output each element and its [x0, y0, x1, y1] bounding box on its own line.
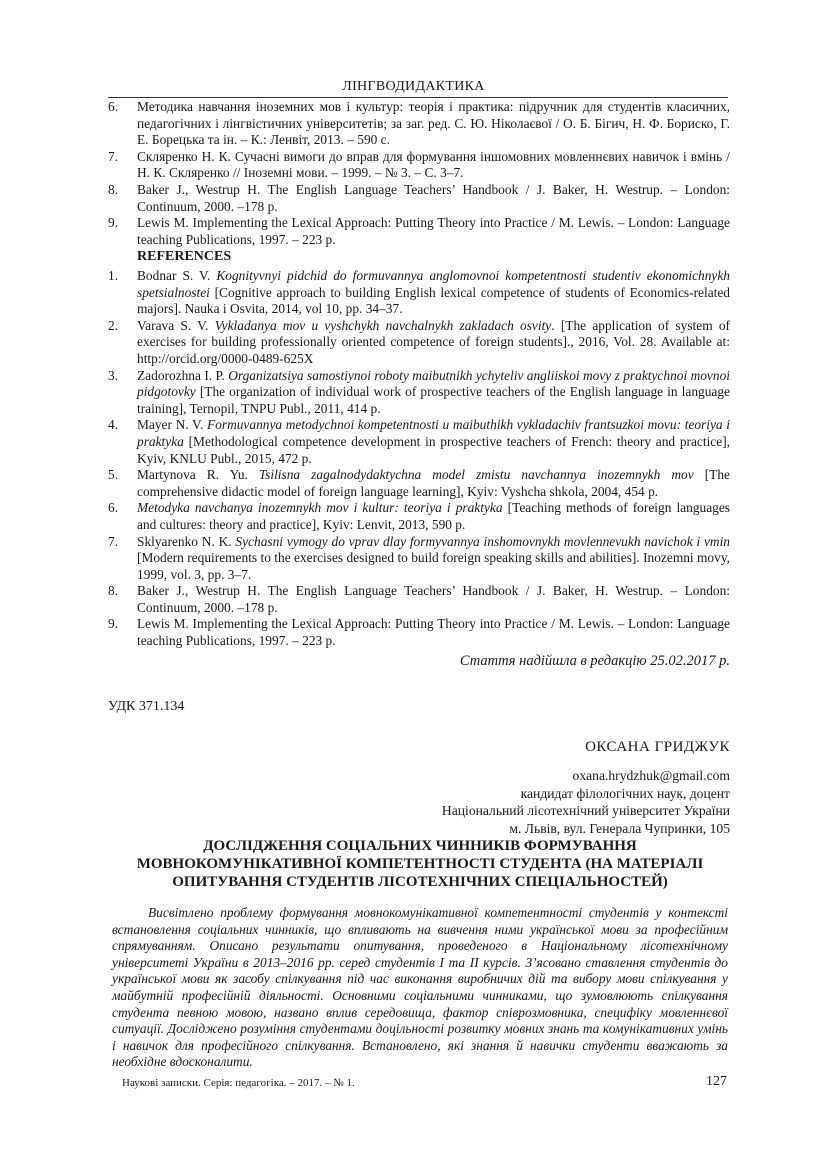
literature-item: [108, 215, 730, 248]
reference-item: [108, 368, 730, 418]
author-name: ОКСАНА ГРИДЖУК: [585, 739, 730, 755]
item-number: 6.: [108, 500, 119, 516]
references-heading: REFERENCES: [137, 249, 232, 264]
ref-author: Zadorozhna I. P.: [137, 367, 229, 383]
ref-title: Organizatsiya samostiynoi roboty maibutnikh ychyteliv angliiskoi movy z praktychnoi movnoi pidgotovky: [137, 367, 730, 400]
literature-item: [108, 149, 730, 182]
item-number: 1.: [108, 268, 119, 283]
ref-title: Kognityvnyi pidchid do formuvannya anglomovnoi kompetentnosti studentiv ekonomichnykh spetsialnostei: [137, 268, 730, 300]
author-email: oxana.hrydzhuk@gmail.com: [572, 768, 730, 783]
ref-details: [Modern requirements to the exercises designed to build foreign speaking skills and abilities]. Inozemni movy, 1999, vol. 3, pp. 3–7.: [137, 550, 730, 582]
ref-author: Baker J., Westrup H. The English Language Teachers’ Handbook / J. Baker, H. Westrup. – London: Continuum, 2000. –178 p.: [137, 583, 730, 615]
item-number: 7.: [108, 148, 119, 164]
reference-item: [108, 583, 730, 616]
author-address: м. Львів, вул. Генерала Чупринки, 105: [509, 821, 730, 837]
author-affiliation: [442, 767, 730, 838]
ref-author: Martynova R. Yu.: [137, 467, 259, 483]
literature-item: [108, 99, 730, 149]
ref-title: Vykladanya mov u vyshchykh navchalnykh zakladach osvity: [214, 317, 552, 333]
reference-item: [108, 500, 730, 533]
reference-item: [108, 318, 730, 368]
ref-author: Lewis M. Implementing the Lexical Approach: Putting Theory into Practice / M. Lewis. – London: Language teaching Publications, 1997. – 223 p.: [137, 616, 730, 649]
item-text: Скляренко Н. К. Сучасні вимоги до вправ для формування іншомовних мовленнєвих навичок і вмінь / Н. К. Скляренко // Іноземні мови. – 1999. – № 3. – С. 3–7.: [137, 148, 730, 181]
header-rule: [108, 97, 728, 98]
udk-code: УДК 371.134: [108, 699, 185, 714]
literature-item: [108, 182, 730, 215]
ref-author: Sklyarenko N. K.: [137, 533, 236, 549]
item-number: 5.: [108, 467, 119, 483]
ref-author: Mayer N. V.: [137, 417, 207, 433]
author-institution: Національний лісотехнічний університет України: [441, 803, 730, 819]
article-abstract: Висвітлено проблему формування мовнокомунікативної компетентності студентів у контексті встановлення соціальних чинників, що впливають на вивчення ними української мови за професійним спрямуванням. Описано результати опитування, проведеного в Національному лісотехнічному університеті України в 2013–2016 рр. серед студентів І та ІІ курсів. З’ясовано ставлення студентів до української мови як засобу спілкування під час виконання виробничих дій та вибору мови спілкування у майбутній професійній діяльності. Основними соціальними чинниками, що зумовлюють спілкування студента певною мовою, названо вплив середовища, фактор співрозмовника, специфіку мовленнєвої ситуації. Досліджено розуміння студентами доцільності розвитку мовних знань та комунікативних умінь і навичок для професійного спілкування. Встановлено, які знання й навички студенти вважають за необхідне вдосконалити.: [112, 905, 728, 1070]
page-number: 127: [706, 1074, 727, 1089]
ref-author: Bodnar S. V.: [137, 268, 217, 283]
ref-title: Tsilisna zagalnodydaktychna model zmistu navchannya inozemnykh mov: [258, 467, 694, 483]
item-number: 2.: [108, 317, 119, 333]
ref-author: Varava S. V.: [137, 317, 215, 333]
reference-item: [108, 467, 730, 500]
reference-item: [108, 534, 730, 584]
item-number: 9.: [108, 215, 119, 231]
item-text: Методика навчання іноземних мов і культур: теорія і практика: підручник для студентів класичних, педагогічних і лінгвістичних університетів; за заг. ред. С. Ю. Ніколаєвої / О. Б. Бігич, Н. Ф. Бориско, Г. Е. Борецька та ін. – К.: Ленвіт, 2013. – 590 с.: [137, 99, 730, 148]
ref-details: [The comprehensive didactic model of foreign language learning], Kyiv: Vyshcha shkola, 2004, 454 p.: [137, 467, 730, 499]
item-number: 8.: [108, 583, 119, 599]
item-number: 8.: [108, 181, 119, 197]
ref-details: [Methodological competence development in prospective teachers of French: theory and practice], Kyiv, KNLU Publ., 2015, 472 p.: [137, 433, 730, 466]
ref-details: [Teaching methods of foreign languages and cultures: theory and practice], Kyiv: Lenvit, 2013, 590 p.: [137, 500, 731, 532]
author-degree: кандидат філологічних наук, доцент: [520, 785, 730, 801]
item-number: 4.: [108, 417, 119, 433]
item-number: 7.: [108, 533, 119, 549]
ref-title: Metodyka navchanya inozemnykh mov i kultur: teoriya i praktyka: [137, 500, 503, 516]
item-number: 6.: [108, 99, 119, 114]
literature-list: [108, 99, 730, 248]
item-text: Baker J., Westrup H. The English Language Teachers’ Handbook / J. Baker, H. Westrup. – London: Continuum, 2000. –178 p.: [137, 181, 730, 214]
item-number: 3.: [108, 367, 119, 383]
article-title: ДОСЛІДЖЕННЯ СОЦІАЛЬНИХ ЧИННИКІВ ФОРМУВАННЯ МОВНОКОМУНІКАТИВНОЇ КОМПЕТЕНТНОСТІ СТУДЕНТА (НА МАТЕРІАЛІ ОПИТУВАННЯ СТУДЕНТІВ ЛІСОТЕХНІЧНИХ СПЕЦІАЛЬНОСТЕЙ): [136, 838, 704, 890]
ref-details: [Cognitive approach to building English lexical competence of students of Economics-related majors]. Nauka i Osvita, 2014, vol 10, pp. 34–37.: [137, 284, 730, 317]
ref-details: [The organization of individual work of prospective teachers of the English language in language training], Ternopil, TNPU Publ., 2011, 414 p.: [137, 384, 730, 416]
ref-details: . [The application of system of exercises for building professionally oriented competence of foreign students]., 2016, Vol. 28. Available at: http://orcid.org/0000-0489-625X: [137, 317, 730, 366]
ref-title: Sychasni vymogy do vprav dlay formyvannya inshomovnykh movlennevukh navichok i vmin: [235, 533, 730, 549]
item-number: 9.: [108, 616, 119, 632]
reference-item: [108, 417, 730, 467]
ref-title: Formuvannya metodychnoi kompetentnosti u maibuthikh vykladachiv frantsuzkoi movu: teoriya i praktyka: [137, 417, 730, 449]
received-date-note: Стаття надійшла в редакцію 25.02.2017 р.: [459, 653, 730, 669]
journal-footer: Наукові записки. Серія: педагогіка. – 2017. – № 1.: [122, 1077, 355, 1089]
running-header: ЛІНГВОДИДАКТИКА: [342, 79, 485, 94]
reference-item: [108, 616, 730, 649]
item-text: Lewis M. Implementing the Lexical Approach: Putting Theory into Practice / M. Lewis. – London: Language teaching Publications, 1997. – 223 p.: [137, 215, 730, 247]
references-list: [108, 268, 730, 650]
reference-item: [108, 268, 730, 318]
